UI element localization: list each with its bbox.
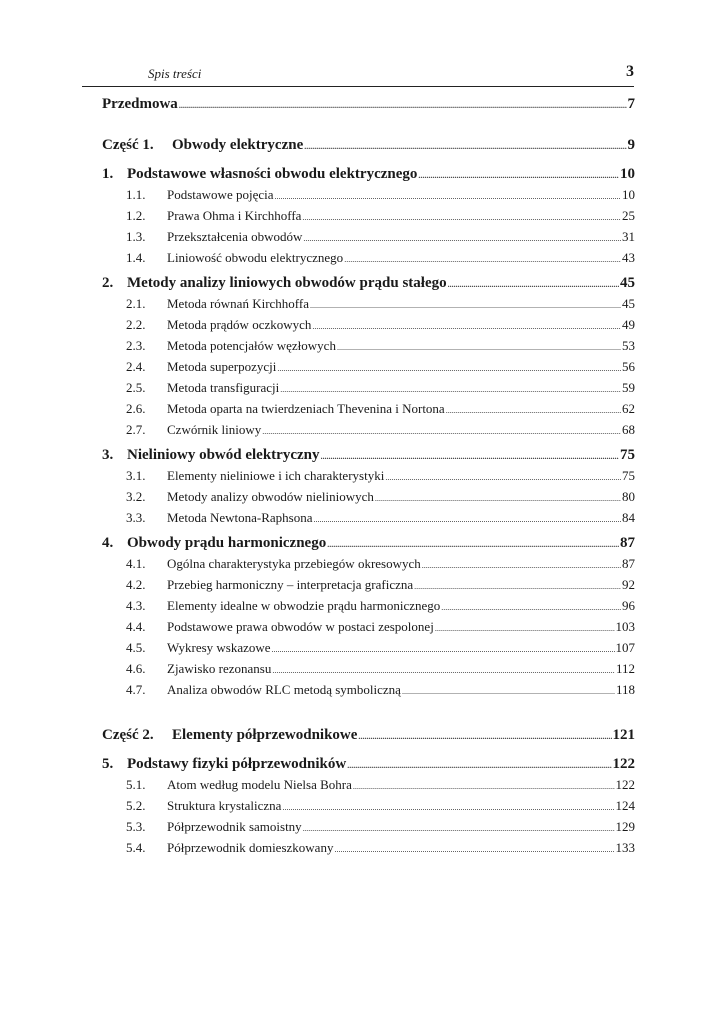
section-number: 4.1. bbox=[126, 556, 146, 571]
section-page: 103 bbox=[615, 619, 635, 634]
section-label: Elementy nieliniowe i ich charakterystyki bbox=[167, 468, 385, 483]
running-header bbox=[82, 62, 634, 87]
leader-dots bbox=[353, 782, 615, 791]
chapter-label: Metody analizy liniowych obwodów prądu stałego bbox=[127, 275, 447, 291]
toc-section[interactable] bbox=[102, 250, 635, 271]
section-page: 59 bbox=[622, 380, 635, 395]
section-number: 3.3. bbox=[126, 510, 146, 525]
toc-section[interactable] bbox=[102, 229, 635, 250]
toc-section[interactable] bbox=[102, 619, 635, 640]
leader-dots bbox=[418, 171, 619, 180]
section-number: 2.1. bbox=[126, 296, 146, 311]
toc-section[interactable] bbox=[102, 798, 635, 819]
leader-dots bbox=[358, 732, 611, 741]
chapter-number: 3. bbox=[102, 447, 114, 463]
section-number: 3.2. bbox=[126, 489, 146, 504]
toc-section[interactable] bbox=[102, 489, 635, 510]
leader-dots bbox=[446, 406, 621, 415]
leader-dots bbox=[441, 603, 621, 612]
toc-section[interactable] bbox=[102, 640, 635, 661]
toc-section[interactable] bbox=[102, 556, 635, 577]
toc-chapter[interactable] bbox=[102, 447, 635, 464]
chapter-page: 122 bbox=[612, 756, 635, 772]
leader-dots bbox=[344, 255, 621, 264]
section-number: 2.3. bbox=[126, 338, 146, 353]
chapter-page: 87 bbox=[620, 535, 635, 551]
leader-dots bbox=[314, 515, 622, 524]
leader-dots bbox=[272, 645, 615, 654]
section-page: 31 bbox=[622, 229, 635, 244]
section-label: Prawa Ohma i Kirchhoffa bbox=[167, 208, 302, 223]
section-page: 124 bbox=[615, 798, 635, 813]
chapter-number: 4. bbox=[102, 535, 114, 551]
section-label: Podstawowe prawa obwodów w postaci zespolonej bbox=[167, 619, 434, 634]
section-page: 25 bbox=[622, 208, 635, 223]
section-label: Półprzewodnik samoistny bbox=[167, 819, 302, 834]
toc-chapter[interactable] bbox=[102, 535, 635, 552]
section-label: Zjawisko rezonansu bbox=[167, 661, 272, 676]
part-label: Obwody elektryczne bbox=[172, 137, 304, 153]
leader-dots bbox=[337, 343, 621, 352]
section-page: 122 bbox=[615, 777, 635, 792]
section-number: 2.7. bbox=[126, 422, 146, 437]
section-label: Metoda potencjałów węzłowych bbox=[167, 338, 336, 353]
section-page: 62 bbox=[622, 401, 635, 416]
section-label: Elementy idealne w obwodzie prądu harmonicznego bbox=[167, 598, 441, 613]
leader-dots bbox=[347, 761, 611, 770]
section-number: 5.4. bbox=[126, 840, 146, 855]
chapter-number: 1. bbox=[102, 166, 114, 182]
section-label: Struktura krystaliczna bbox=[167, 798, 282, 813]
leader-dots bbox=[277, 364, 621, 373]
chapter-label: Podstawy fizyki półprzewodników bbox=[127, 756, 347, 772]
toc-section[interactable] bbox=[102, 468, 635, 489]
section-number: 4.3. bbox=[126, 598, 146, 613]
section-page: 133 bbox=[615, 840, 635, 855]
toc-section[interactable] bbox=[102, 296, 635, 317]
section-number: 2.6. bbox=[126, 401, 146, 416]
section-label: Podstawowe pojęcia bbox=[167, 187, 274, 202]
toc-section[interactable] bbox=[102, 598, 635, 619]
leader-dots bbox=[275, 192, 621, 201]
section-page: 75 bbox=[622, 468, 635, 483]
section-page: 45 bbox=[622, 296, 635, 311]
section-page: 112 bbox=[615, 661, 635, 676]
section-page: 56 bbox=[622, 359, 635, 374]
toc-section[interactable] bbox=[102, 682, 635, 703]
chapter-number: 2. bbox=[102, 275, 114, 291]
section-page: 107 bbox=[615, 640, 635, 655]
toc-chapter[interactable] bbox=[102, 275, 635, 292]
table-of-contents bbox=[102, 96, 635, 861]
section-page: 96 bbox=[622, 598, 635, 613]
leader-dots bbox=[310, 301, 621, 310]
section-label: Przebieg harmoniczny – interpretacja graficzna bbox=[167, 577, 414, 592]
chapter-number: 5. bbox=[102, 756, 114, 772]
section-page: 43 bbox=[622, 250, 635, 265]
toc-section[interactable] bbox=[102, 380, 635, 401]
toc-part[interactable] bbox=[102, 137, 635, 154]
section-number: 4.7. bbox=[126, 682, 146, 697]
part-label: Elementy półprzewodnikowe bbox=[172, 727, 358, 743]
section-label: Przekształcenia obwodów bbox=[167, 229, 303, 244]
section-number: 3.1. bbox=[126, 468, 146, 483]
section-label: Czwórnik liniowy bbox=[167, 422, 262, 437]
section-label: Metoda oparta na twierdzeniach Thevenina i Nortona bbox=[167, 401, 445, 416]
chapter-page: 75 bbox=[620, 447, 635, 463]
section-page: 129 bbox=[615, 819, 635, 834]
chapter-label: Obwody prądu harmonicznego bbox=[127, 535, 327, 551]
section-label: Metoda prądów oczkowych bbox=[167, 317, 312, 332]
leader-dots bbox=[334, 845, 614, 854]
section-page: 84 bbox=[622, 510, 635, 525]
leader-dots bbox=[385, 473, 621, 482]
leader-dots bbox=[375, 494, 621, 503]
toc-part[interactable] bbox=[102, 727, 635, 744]
section-page: 53 bbox=[622, 338, 635, 353]
section-page: 118 bbox=[615, 682, 635, 697]
toc-section[interactable] bbox=[102, 317, 635, 338]
section-number: 4.2. bbox=[126, 577, 146, 592]
chapter-label: Podstawowe własności obwodu elektrycznego bbox=[127, 166, 418, 182]
section-number: 5.3. bbox=[126, 819, 146, 834]
section-page: 68 bbox=[622, 422, 635, 437]
leader-dots bbox=[321, 452, 620, 461]
section-page: 49 bbox=[622, 317, 635, 332]
part-page: 9 bbox=[627, 137, 635, 153]
leader-dots bbox=[272, 666, 615, 675]
leader-dots bbox=[262, 427, 621, 436]
leader-dots bbox=[282, 803, 614, 812]
section-label: Metoda Newtona-Raphsona bbox=[167, 510, 313, 525]
section-page: 80 bbox=[622, 489, 635, 504]
chapter-page: 10 bbox=[620, 166, 635, 182]
section-number: 2.4. bbox=[126, 359, 146, 374]
toc-section[interactable] bbox=[102, 359, 635, 380]
toc-section[interactable] bbox=[102, 661, 635, 682]
toc-section[interactable] bbox=[102, 777, 635, 798]
section-number: 5.2. bbox=[126, 798, 146, 813]
chapter-page: 45 bbox=[620, 275, 635, 291]
section-number: 5.1. bbox=[126, 777, 146, 792]
section-number: 4.4. bbox=[126, 619, 146, 634]
leader-dots bbox=[303, 824, 615, 833]
section-label: Metoda równań Kirchhoffa bbox=[167, 296, 309, 311]
toc-section[interactable] bbox=[102, 338, 635, 359]
toc-entry-preface[interactable] bbox=[102, 96, 635, 113]
part-number: Część 2. bbox=[102, 727, 154, 743]
toc-section[interactable] bbox=[102, 187, 635, 208]
leader-dots bbox=[422, 561, 621, 570]
leader-dots bbox=[414, 582, 621, 591]
leader-dots bbox=[280, 385, 621, 394]
toc-section[interactable] bbox=[102, 510, 635, 531]
toc-section[interactable] bbox=[102, 401, 635, 422]
leader-dots bbox=[327, 540, 619, 549]
section-label: Atom według modelu Nielsa Bohra bbox=[167, 777, 352, 792]
section-label: Wykresy wskazowe bbox=[167, 640, 271, 655]
section-page: 92 bbox=[622, 577, 635, 592]
toc-chapter[interactable] bbox=[102, 166, 635, 183]
section-page: 87 bbox=[622, 556, 635, 571]
toc-entry-label: Przedmowa bbox=[102, 96, 178, 112]
toc-section[interactable] bbox=[102, 422, 635, 443]
section-number: 4.5. bbox=[126, 640, 146, 655]
leader-dots bbox=[448, 280, 619, 289]
page-number: 3 bbox=[626, 63, 634, 80]
toc-chapter[interactable] bbox=[102, 756, 635, 773]
leader-dots bbox=[312, 322, 621, 331]
section-page: 10 bbox=[622, 187, 635, 202]
toc-section[interactable] bbox=[102, 840, 635, 861]
leader-dots bbox=[435, 624, 615, 633]
section-number: 1.3. bbox=[126, 229, 146, 244]
toc-section[interactable] bbox=[102, 577, 635, 598]
section-number: 2.5. bbox=[126, 380, 146, 395]
part-number: Część 1. bbox=[102, 137, 154, 153]
section-number: 1.1. bbox=[126, 187, 146, 202]
running-header-title: Spis treści bbox=[148, 66, 202, 81]
chapter-label: Nieliniowy obwód elektryczny bbox=[127, 447, 320, 463]
part-page: 121 bbox=[612, 727, 635, 743]
section-label: Ogólna charakterystyka przebiegów okresowych bbox=[167, 556, 421, 571]
leader-dots bbox=[402, 687, 615, 696]
leader-dots bbox=[303, 234, 621, 243]
leader-dots bbox=[302, 213, 621, 222]
toc-section[interactable] bbox=[102, 208, 635, 229]
section-label: Analiza obwodów RLC metodą symboliczną bbox=[167, 682, 401, 697]
section-label: Metoda transfiguracji bbox=[167, 380, 280, 395]
section-label: Metoda superpozycji bbox=[167, 359, 277, 374]
section-number: 1.4. bbox=[126, 250, 146, 265]
section-number: 4.6. bbox=[126, 661, 146, 676]
section-label: Liniowość obwodu elektrycznego bbox=[167, 250, 344, 265]
toc-entry-page: 7 bbox=[627, 96, 635, 112]
section-number: 2.2. bbox=[126, 317, 146, 332]
leader-dots bbox=[304, 142, 626, 151]
section-label: Metody analizy obwodów nieliniowych bbox=[167, 489, 374, 504]
section-label: Półprzewodnik domieszkowany bbox=[167, 840, 334, 855]
section-number: 1.2. bbox=[126, 208, 146, 223]
toc-section[interactable] bbox=[102, 819, 635, 840]
leader-dots bbox=[179, 101, 627, 110]
